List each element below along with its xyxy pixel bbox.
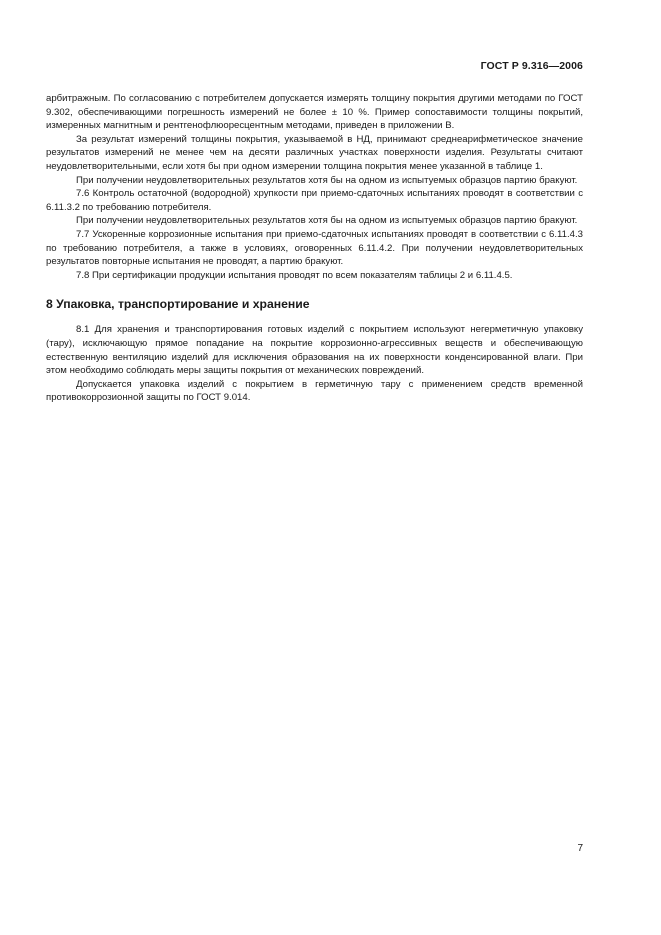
paragraph-7-8: 7.8 При сертификации продукции испытания проводят по всем показателям таблицы 2 и 6.11.4.5.: [76, 269, 513, 281]
paragraph-reject-batch: При получении неудовлетворительных результатов хотя бы на одном из испытуемых образцов партию бракуют.: [76, 174, 578, 186]
paragraph-7-6: 7.6 Контроль остаточной (водородной) хрупкости при приемо-сдаточных испытаниях проводят в соответствии с 6.11.3.2 по требованию потребителя.: [46, 188, 583, 213]
document-body: [46, 92, 583, 405]
paragraph-continuation: арбитражным. По согласованию с потребителем допускается измерять толщину покрытия другими методами по ГОСТ 9.302, обеспечивающими погрешность измерений не более ± 10 %. Пример сопоставимости толщины покрытий, измеренных магнитным и рентгенофлюоресцентным методами, приведен в приложении В.: [46, 93, 583, 132]
section-8-heading: 8 Упаковка, транспортирование и хранение: [46, 297, 310, 312]
document-code-header: ГОСТ Р 9.316—2006: [480, 60, 583, 72]
paragraph-7-7: 7.7 Ускоренные коррозионные испытания при приемо-сдаточных испытаниях проводят в соответствии с 6.11.4.3 по требованию потребителя, а также в условиях, оговоренных 6.11.4.2. При получении неудовлетворительных результатов повторные испытания не проводят, а партию бракуют.: [46, 228, 583, 268]
paragraph-8-1: 8.1 Для хранения и транспортирования готовых изделий с покрытием используют негерметичную упаковку (тару), исключающую прямое попадание на покрытие коррозионно-агрессивных веществ и обеспечивающую естественную вентиляцию изделий для исключения образования на их поверхности конденсированной влаги. При этом необходимо соблюдать меры защиты покрытия от механических повреждений.: [46, 324, 583, 377]
paragraph-reject-batch-2: При получении неудовлетворительных результатов хотя бы на одном из испытуемых образцов партию бракуют.: [76, 215, 578, 227]
page-number: 7: [577, 843, 583, 854]
paragraph-thickness-result: За результат измерений толщины покрытия, указываемой в НД, принимают среднеарифметическое значение результатов измерений не менее чем на десяти различных участках поверхности изделия. Результаты считают неудовлетворительными, если хотя бы при одном измерении толщина покрытия менее указанной в таблице 1.: [46, 133, 583, 172]
paragraph-sealed-packaging: Допускается упаковка изделий с покрытием в герметичную тару с применением средств временной противокоррозионной защиты по ГОСТ 9.014.: [46, 378, 583, 404]
